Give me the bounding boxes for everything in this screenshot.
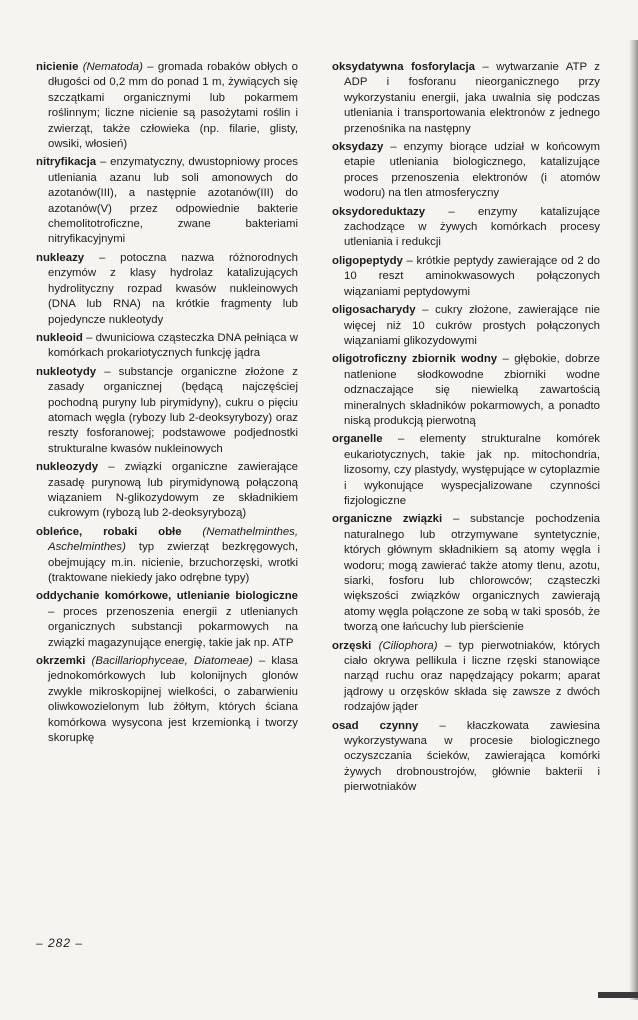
- glossary-entry: [332, 719, 600, 796]
- glossary-entry: [332, 639, 600, 716]
- glossary-entry: [36, 525, 298, 587]
- entry-definition: – klasa jednokomórkowych lub kolonijnych glonów zwykle mikroskopijnej wielkości, o zabarwieniu oliwkowozielonym lub żółtym, których ściana komórkowa wysycona jest krzemionką i tworzy skorupkę: [48, 655, 298, 745]
- entry-latin-name: (Ciliophora): [378, 639, 438, 652]
- entry-term: organiczne związki: [332, 513, 443, 526]
- entry-term: oksydoreduktazy: [332, 205, 426, 218]
- entry-term: nukleozydy: [36, 461, 99, 474]
- entry-definition: – kłaczkowata zawiesina wykorzystywana w procesie biologicznego oczyszczania ścieków, zawierająca komórki żywych drobnoustrojów, głównie bakterii i pierwotniaków: [344, 719, 601, 794]
- left-column: [36, 60, 298, 749]
- entry-term: oligotroficzny zbiornik wodny: [332, 353, 498, 366]
- entry-definition: – substancje pochodzenia naturalnego lub otrzymywane syntetycznie, których głównym składnikiem są atomy węgla i wodoru; mogą zawierać także atomy tlenu, azotu, siarki, fosforu lub chlorowców; cząsteczki większości związków organicznych zawierają atomy węgla połączone ze sobą w taki sposób, że tworzą one łańcuchy lub pierścienie: [344, 513, 600, 634]
- entry-term: nukleoid: [36, 331, 83, 344]
- entry-term: okrzemki: [36, 655, 86, 668]
- glossary-entry: [332, 512, 600, 635]
- glossary-entry: [36, 155, 298, 247]
- glossary-entry: [332, 60, 600, 137]
- glossary-entry: [332, 432, 600, 509]
- entry-definition: – krótkie peptydy zawierające od 2 do 10 reszt aminokwasowych połączonych wiązaniami peptydowymi: [344, 254, 600, 298]
- entry-term: organelle: [332, 433, 383, 446]
- entry-definition: typ zwierząt bezkręgowych, obejmujący m.in. nicienie, brzuchorzęski, wrotki (traktowane niekiedy jako odrębne typy): [48, 541, 298, 584]
- entry-definition: – gromada robaków obłych o długości od 0,2 mm do ponad 1 m, żywiących się szczątkami organicznymi lub pokarmem roślinnym; liczne nicienie są pasożytami roślin i zwierząt, także człowieka (np. filarie, glisty, owsiki, włosień): [48, 61, 298, 151]
- glossary-entry: [332, 205, 600, 251]
- glossary-entry: [36, 365, 298, 457]
- entry-definition: – proces przenoszenia energii z utlenianych organicznych substancji pokarmowych na związki magazynujące energię, takie jak np. ATP: [48, 605, 298, 649]
- entry-term: obleńce, robaki obłe: [36, 525, 182, 538]
- glossary-entry: [36, 654, 298, 746]
- entry-definition: – potoczna nazwa różnorodnych enzymów z klasy hydrolaz katalizujących hydrolityczny rozpad kwasów nukleinowych (DNA lub RNA) na krótkie fragmenty lub pojedyncze nukleotydy: [48, 251, 298, 326]
- glossary-entry: [36, 251, 298, 328]
- entry-definition: – enzymatyczny, dwustopniowy proces utleniania azanu lub soli amonowych do azotanów(III), a następnie azotanów(III) do azotanów(V) przez odpowiednie bakterie chemolitotroficzne, zwane bakteriami nitryfikacyjnymi: [48, 156, 298, 246]
- entry-term: nukleotydy: [36, 365, 97, 378]
- entry-term: orzęski: [332, 639, 372, 652]
- entry-definition: – elementy strukturalne komórek eukariotycznych, takie jak np. mitochondria, lizosomy, czy plastydy, występujące w cytoplazmie i wykonujące wyspecjalizowane czynności fizjologiczne: [344, 433, 600, 507]
- entry-definition: – związki organiczne zawierające zasadę purynową lub pirymidynową połączoną wiązaniem N-glikozydowym ze składnikiem cukrowym (rybozą lub 2-deoksyrybozą): [48, 461, 298, 520]
- entry-term: oddychanie komórkowe, utlenianie biologiczne: [36, 590, 298, 603]
- glossary-entry: [332, 303, 600, 349]
- glossary-entry: [36, 331, 298, 362]
- page-number: – 282 –: [36, 936, 84, 950]
- entry-term: oligosacharydy: [332, 304, 416, 317]
- glossary-entry: [332, 352, 600, 429]
- glossary-entry: [36, 60, 298, 152]
- entry-definition: – cukry złożone, zawierające nie więcej niż 10 cukrów prostych połączonych wiązaniami glikozydowymi: [344, 304, 600, 347]
- entry-term: oksydatywna fosforylacja: [332, 61, 475, 73]
- entry-definition: – głębokie, dobrze natlenione słodkowodne zbiorniki wodne odznaczające się niewielką zawartością mineralnych składników pokarmowych, a ponadto niską produkcją pierwotną: [344, 353, 600, 427]
- entry-latin-name: (Nemathelminthes, Aschelminthes): [48, 525, 299, 554]
- entry-definition: – enzymy biorące udział w końcowym etapie utleniania biologicznego, katalizujące proces przenoszenia elektronów (i atomów wodoru) na tlen atmosferyczny: [344, 141, 600, 200]
- glossary-entry: [332, 254, 600, 300]
- entry-latin-name: (Bacillariophyceae, Diatomeae): [91, 655, 253, 668]
- entry-term: osad czynny: [332, 719, 419, 732]
- entry-term: nukleazy: [36, 251, 85, 264]
- glossary-entry: [332, 140, 600, 202]
- entry-definition: – dwuniciowa cząsteczka DNA pełniąca w komórkach prokariotycznych funkcję jądra: [48, 331, 298, 360]
- entry-definition: – substancje organiczne złożone z zasady organicznej (będącą najczęściej pochodną puryny lub pirymidyny), cukru o pięciu atomach węgla (rybozy lub 2-deoksyrybozy) oraz reszty fosforanowej; podstawowe podjednostki strukturalne kwasów nukleinowych: [48, 365, 298, 455]
- page-corner-mark: [598, 992, 638, 998]
- glossary-entry: [36, 460, 298, 522]
- entry-definition: – enzymy katalizujące zachodzące w żywych komórkach procesy utleniania i redukcji: [344, 205, 600, 249]
- right-column: [332, 60, 600, 799]
- entry-term: nitryfikacja: [36, 156, 97, 169]
- entry-term: nicienie: [36, 61, 79, 73]
- entry-definition: – wytwarzanie ATP z ADP i fosforanu nieorganicznego przy wykorzystaniu energii, jaka uwalnia się podczas utleniania i transportowania elektronów z jednego przenośnika na następny: [344, 61, 600, 135]
- entry-definition: – typ pierwotniaków, których ciało okrywa pellikula i liczne rzęski stanowiące narząd ruchu oraz napędzający pokarm; aparat jądrowy u orzęsków składa się zawsze z dwóch rodzajów jąder: [344, 639, 600, 714]
- glossary-entry: [36, 589, 298, 651]
- entry-term: oligopeptydy: [332, 254, 403, 267]
- page-edge-shadow: [629, 40, 638, 1000]
- entry-latin-name: (Nematoda): [82, 61, 143, 73]
- entry-term: oksydazy: [332, 141, 384, 154]
